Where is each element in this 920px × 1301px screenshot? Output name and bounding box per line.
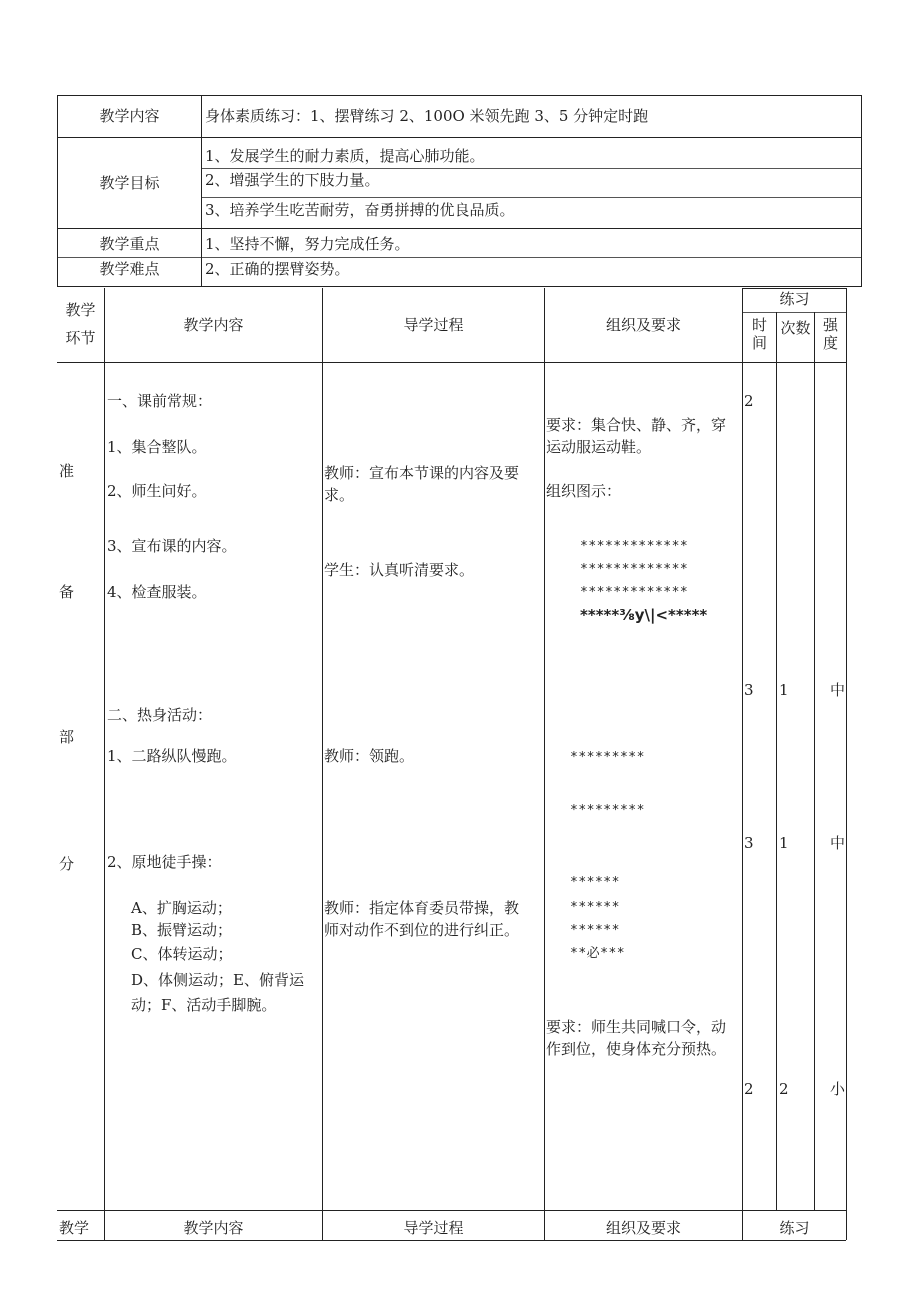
practice-time: 2 [744, 392, 754, 410]
goal-item-1: 1、发展学生的耐力素质，提高心肺功能。 [205, 147, 485, 165]
header-time-line2: 间 [751, 334, 767, 352]
content-item: 2、师生问好。 [107, 482, 207, 500]
practice-time: 3 [744, 681, 754, 699]
header-intensity-line2: 度 [822, 334, 838, 352]
stage-char-bei: 备 [59, 583, 75, 601]
formation-row: ****** [570, 875, 620, 890]
next-header-stage: 教学 [59, 1219, 90, 1237]
next-header-organization: 组织及要求 [605, 1219, 681, 1237]
focus-label: 教学重点 [99, 235, 160, 253]
header-stage-line2: 环节 [65, 329, 96, 347]
formation-row: ********* [570, 803, 645, 818]
content-item: 2、原地徒手操： [107, 853, 222, 871]
formation-row: ************* [580, 539, 689, 554]
stage-char-bu: 部 [59, 728, 75, 746]
content-value: 身体素质练习：1、摆臂练习 2、100O 米领先跑 3、5 分钟定时跑 [205, 107, 649, 125]
practice-time: 3 [744, 834, 754, 852]
formation-row: ****** [570, 900, 620, 915]
header-stage-line1: 教学 [65, 301, 96, 319]
practice-intensity: 中 [830, 834, 846, 852]
content-item: 二、热身活动： [107, 706, 213, 724]
formation-row: **必*** [570, 946, 626, 961]
goal-item-2: 2、增强学生的下肢力量。 [205, 171, 380, 189]
org-diagram-label: 组织图示： [546, 482, 622, 500]
content-item: 1、集合整队。 [107, 438, 207, 456]
practice-count: 2 [779, 1080, 789, 1098]
header-time-line1: 时 [751, 316, 767, 334]
content-item: 3、宣布课的内容。 [107, 537, 237, 555]
exercise-item: D、体侧运动；E、俯背运 [131, 971, 304, 989]
header-intensity-line1: 强 [822, 316, 838, 334]
header-count: 次数 [780, 319, 811, 337]
practice-count: 1 [779, 681, 789, 699]
formation-row: ********* [570, 750, 645, 765]
difficulty-label: 教学难点 [99, 260, 160, 278]
process-item: 教师：指定体育委员带操，教师对动作不到位的进行纠正。 [324, 899, 520, 939]
content-item: 1、二路纵队慢跑。 [107, 747, 237, 765]
practice-time: 2 [744, 1080, 754, 1098]
header-process: 导学过程 [403, 316, 464, 334]
focus-value: 1、坚持不懈，努力完成任务。 [205, 235, 410, 253]
org-requirement-1: 要求：集合快、静、齐，穿运动服运动鞋。 [546, 416, 727, 456]
process-item: 教师：宣布本节课的内容及要求。 [324, 464, 520, 504]
exercise-item: C、体转运动； [131, 945, 233, 963]
content-item: 一、课前常规： [107, 392, 213, 410]
difficulty-value: 2、正确的摆臂姿势。 [205, 260, 350, 278]
org-requirement-2: 要求：师生共同喊口令，动作到位，使身体充分预热。 [546, 1018, 727, 1058]
practice-intensity: 小 [830, 1080, 846, 1098]
content-label: 教学内容 [99, 107, 160, 125]
header-organization: 组织及要求 [605, 316, 681, 334]
formation-row: ************* [580, 562, 689, 577]
practice-count: 1 [779, 834, 789, 852]
formation-row: ****** [570, 923, 620, 938]
goal-label: 教学目标 [99, 174, 160, 192]
process-item: 教师：领跑。 [324, 747, 415, 765]
next-header-practice: 练习 [779, 1219, 810, 1237]
stage-char-fen: 分 [59, 855, 75, 873]
practice-intensity: 中 [830, 681, 846, 699]
content-item: 4、检查服装。 [107, 583, 207, 601]
header-practice: 练习 [779, 290, 810, 308]
formation-row: ************* [580, 585, 689, 600]
next-header-content: 教学内容 [183, 1219, 244, 1237]
stage-char-zhun: 准 [59, 462, 75, 480]
goal-item-3: 3、培养学生吃苦耐劳，奋勇拼搏的优良品质。 [205, 201, 515, 219]
formation-row: *****⅜y\|<***** [580, 606, 708, 624]
next-header-process: 导学过程 [403, 1219, 464, 1237]
exercise-item: 动；F、活动手脚腕。 [131, 996, 277, 1014]
exercise-item: B、振臂运动； [131, 921, 233, 939]
process-item: 学生：认真听清要求。 [324, 561, 475, 579]
header-content: 教学内容 [183, 316, 244, 334]
exercise-item: A、扩胸运动； [131, 899, 232, 917]
